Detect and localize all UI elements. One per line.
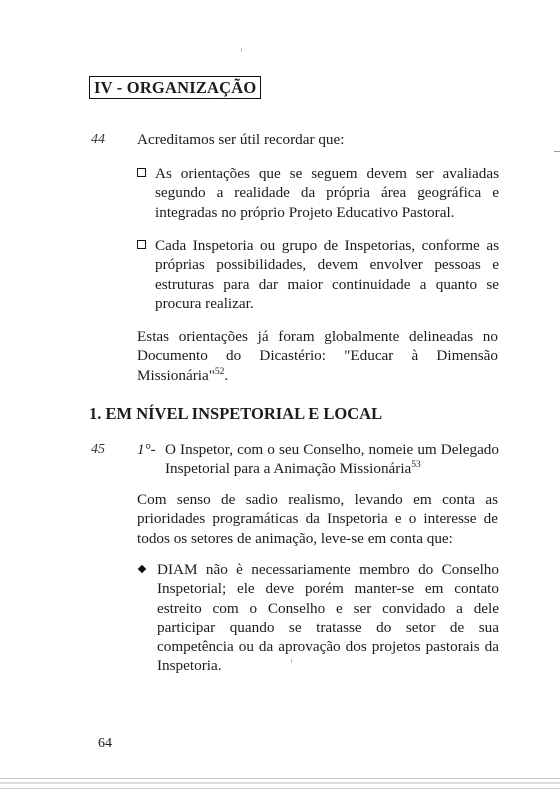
checkbox-bullet-icon <box>137 168 146 177</box>
paragraph-44-intro: Acreditamos ser útil recordar que: <box>137 131 345 148</box>
numbered-item-1 <box>137 440 499 479</box>
scan-shadow <box>0 788 560 789</box>
bullet-text-2: Cada Inspetoria ou grupo de Inspetorias, conforme as próprias possibilidades, devem envolver pessoas e estruturas para dar maior continuidade a quanto se procura realizar. <box>155 237 499 312</box>
page-number: 64 <box>98 736 112 751</box>
item-marker: 1°- <box>137 441 156 458</box>
scan-mark <box>291 659 292 663</box>
closing-text: Estas orientações já foram globalmente delineadas no Documento do Dicastério: "Educar à Dimensão Missionária" <box>137 328 498 384</box>
checkbox-bullet-icon <box>137 240 146 249</box>
bullet-item-diam <box>137 560 499 676</box>
bullet-item-1 <box>137 164 499 222</box>
scan-mark <box>241 48 242 52</box>
bullet-item-2 <box>137 236 499 313</box>
scan-shadow <box>0 778 560 779</box>
scan-shadow <box>0 782 560 784</box>
paragraph-45-body: Com senso de sadio realismo, levando em conta as prioridades programáticas da Inspetoria e o interesse de todos os setores de animação, leve-se em conta que: <box>137 491 498 547</box>
bullet-text-diam: DIAM não è necessariamente membro do Conselho Inspetorial; ele deve porém manter-se em contato estreito com o Conselho e ser convidado a dele participar quando se tratasse do setor de sua competência ou da aprovação dos projetos pastorais da Inspetoria. <box>157 561 499 675</box>
paragraph-44-closing <box>137 327 498 385</box>
footnote-53: 53 <box>411 460 421 471</box>
paragraph-number-45: 45 <box>91 442 105 457</box>
bullet-text-1: As orientações que se seguem devem ser avaliadas segundo a realidade da própria área geográfica e integradas no próprio Projeto Educativo Pastoral. <box>155 165 499 221</box>
item-text: O Inspetor, com o seu Conselho, nomeie um Delegado Inspetorial para a Animação Missionária <box>165 441 499 478</box>
paragraph-number-44: 44 <box>91 132 105 147</box>
scan-edge-mark <box>554 151 560 152</box>
footnote-52: 52 <box>214 366 225 377</box>
diamond-bullet-icon <box>138 565 146 573</box>
section-heading: 1. EM NÍVEL INSPETORIAL E LOCAL <box>89 404 383 423</box>
closing-period: . <box>224 366 229 384</box>
numbered-item-text <box>165 440 499 479</box>
section-title: IV - ORGANIZAÇÃO <box>89 76 261 99</box>
